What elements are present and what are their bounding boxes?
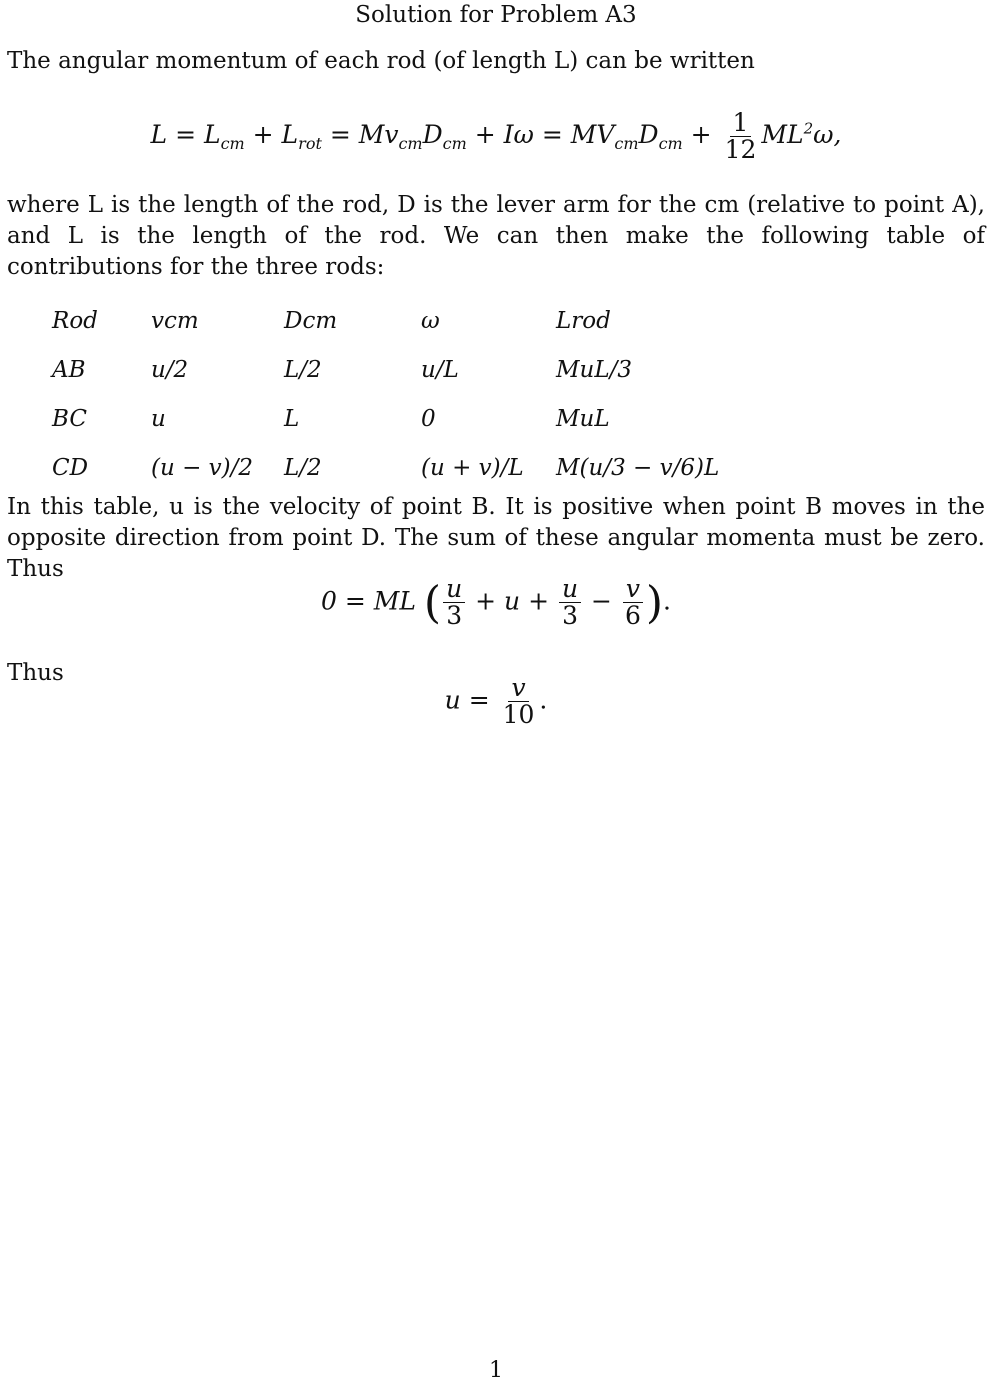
eq3-den: 10 xyxy=(502,700,535,730)
cell-lrod: M(u/3 − v/6)L xyxy=(556,454,720,481)
eq1-tail-m: ML xyxy=(761,120,804,150)
eq1-plus2: + xyxy=(682,120,720,150)
header-vcm: vcm xyxy=(151,307,199,334)
eq2-left-paren: ( xyxy=(423,577,442,629)
eq1-sub-cm4: cm xyxy=(614,134,639,154)
cell-lrod: MuL/3 xyxy=(556,356,633,383)
cell-vcm: (u − v)/2 xyxy=(151,454,254,481)
header-lrod: Lrod xyxy=(556,307,611,334)
cell-rod: AB xyxy=(52,356,86,383)
equation-sum-zero xyxy=(0,576,992,630)
rod-contributions-table xyxy=(52,296,776,492)
cell-rod: CD xyxy=(52,454,89,481)
eq3-lead: u = xyxy=(444,685,498,715)
table-row xyxy=(52,443,776,492)
cell-omega: 0 xyxy=(421,405,436,432)
cell-vcm: u/2 xyxy=(151,356,189,383)
eq3-num: v xyxy=(508,675,528,702)
eq1-frac-num: 1 xyxy=(730,110,752,137)
cell-omega: (u + v)/L xyxy=(421,454,524,481)
eq1-sub-cm: cm xyxy=(220,134,245,154)
eq2-f2-den: 3 xyxy=(562,601,578,631)
eq3-fraction xyxy=(500,675,538,729)
eq2-end: . xyxy=(663,586,671,616)
cell-dcm: L/2 xyxy=(284,356,322,383)
eq2-f1-den: 3 xyxy=(446,601,463,631)
eq1-d: D xyxy=(422,120,443,150)
table-row xyxy=(52,345,776,394)
eq2-minus: − xyxy=(583,586,620,616)
cell-dcm: L xyxy=(284,405,300,432)
cell-omega: u/L xyxy=(421,356,459,383)
eq2-right-paren: ) xyxy=(645,577,664,629)
equation-angular-momentum xyxy=(0,110,992,164)
eq1-d2: D xyxy=(638,120,659,150)
definitions-paragraph: where L is the length of the rod, D is the lever arm for the cm (relative to point A), and L is the length of the rod. We can then make the following table of contributions for the three rods: xyxy=(7,192,985,280)
page-title: Solution for Problem A3 xyxy=(355,2,637,28)
eq1-eq-mv: = Mv xyxy=(321,120,399,150)
eq2-f2-num: u xyxy=(559,576,581,603)
eq1-left: L = L xyxy=(150,120,221,150)
eq1-plus: + L xyxy=(244,120,299,150)
eq2-frac2 xyxy=(559,576,581,630)
eq1-iw: + Iω = MV xyxy=(466,120,615,150)
eq2-mid: + u + xyxy=(467,586,557,616)
page-number: 1 xyxy=(489,1358,503,1383)
eq1-sup: 2 xyxy=(803,119,814,138)
eq2-frac3 xyxy=(622,576,644,630)
eq1-sub-cm5: cm xyxy=(658,134,683,154)
thus-label: Thus xyxy=(7,660,64,686)
table-row xyxy=(52,394,776,443)
explanation-paragraph: In this table, u is the velocity of point B. It is positive when point B moves in the opposite direction from point D. The sum of these angular momenta must be zero. Thus xyxy=(7,494,985,582)
header-rod: Rod xyxy=(52,307,98,334)
eq1-sub-cm2: cm xyxy=(398,134,423,154)
header-omega: ω xyxy=(421,307,440,334)
equation-result xyxy=(0,675,992,729)
eq3-end: . xyxy=(539,685,548,715)
cell-dcm: L/2 xyxy=(284,454,322,481)
eq2-frac1 xyxy=(443,576,465,630)
cell-lrod: MuL xyxy=(556,405,610,432)
cell-rod: BC xyxy=(52,405,87,432)
intro-paragraph: The angular momentum of each rod (of length L) can be written xyxy=(7,48,755,74)
eq1-sub-rot: rot xyxy=(298,134,322,154)
cell-vcm: u xyxy=(151,405,166,432)
eq1-sub-cm3: cm xyxy=(442,134,467,154)
eq1-frac-den: 12 xyxy=(724,135,757,165)
eq2-lead: 0 = ML xyxy=(321,586,416,616)
eq2-f3-den: 6 xyxy=(624,601,641,631)
header-dcm: Dcm xyxy=(284,307,338,334)
eq2-f1-num: u xyxy=(443,576,465,603)
eq1-tail-end: ω, xyxy=(813,120,842,150)
eq2-f3-num: v xyxy=(623,576,643,603)
table-header-row xyxy=(52,296,776,345)
eq1-fraction xyxy=(722,110,760,164)
